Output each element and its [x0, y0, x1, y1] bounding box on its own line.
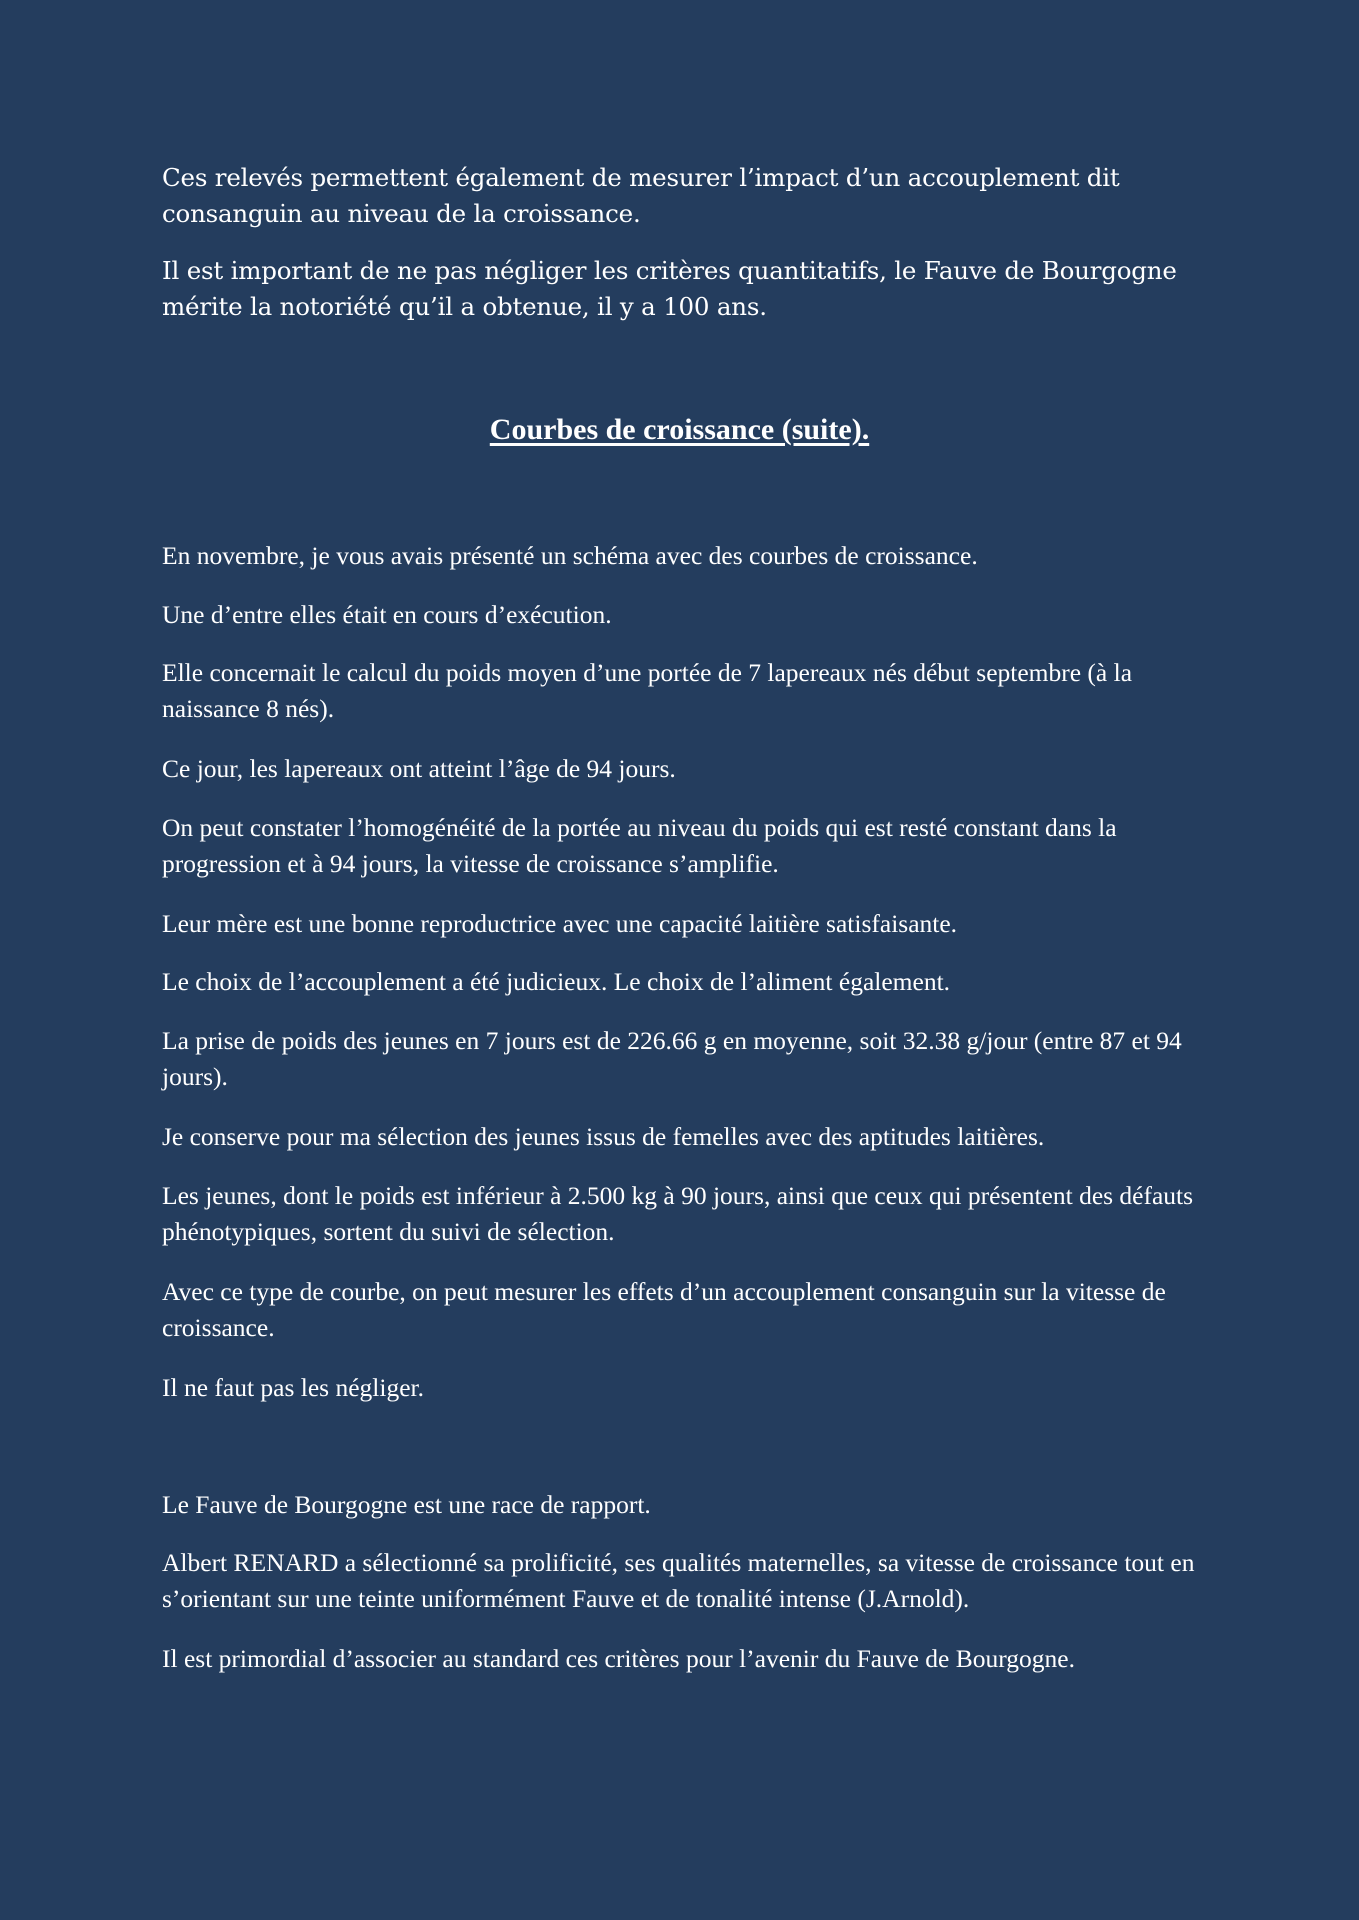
closing-paragraph-3: Il est primordial d’associer au standard ces critères pour l’avenir du Fauve de Bourgogne. — [162, 1644, 1075, 1673]
section-paragraph-2: Une d’entre elles était en cours d’exécution. — [162, 600, 612, 629]
section-paragraph-1: En novembre, je vous avais présenté un schéma avec des courbes de croissance. — [162, 541, 978, 570]
section-paragraph-4: Ce jour, les lapereaux ont atteint l’âge de 94 jours. — [162, 754, 676, 783]
section-paragraph-9: Je conserve pour ma sélection des jeunes issus de femelles avec des aptitudes laitières. — [162, 1122, 1045, 1151]
intro-paragraph-2: Il est important de ne pas négliger les critères quantitatifs, le Fauve de Bourgogne mérite la notoriété qu’il a obtenue, il y a 100 ans. — [162, 256, 1177, 321]
closing-paragraph-2: Albert RENARD a sélectionné sa prolificité, ses qualités maternelles, sa vitesse de croissance tout en s’orientant sur une teinte uniformément Fauve et de tonalité intense (J.Arnold). — [162, 1548, 1195, 1613]
closing-paragraph-1: Le Fauve de Bourgogne est une race de rapport. — [162, 1490, 651, 1519]
intro-paragraph-1: Ces relevés permettent également de mesurer l’impact d’un accouplement dit consanguin au niveau de la croissance. — [162, 163, 1120, 228]
section-paragraph-11: Avec ce type de courbe, on peut mesurer les effets d’un accouplement consanguin sur la vitesse de croissance. — [162, 1277, 1166, 1342]
section-paragraph-5: On peut constater l’homogénéité de la portée au niveau du poids qui est resté constant dans la progression et à 94 jours, la vitesse de croissance s’amplifie. — [162, 813, 1117, 878]
section-paragraph-10: Les jeunes, dont le poids est inférieur à 2.500 kg à 90 jours, ainsi que ceux qui présentent des défauts phénotypiques, sortent du suivi de sélection. — [162, 1181, 1194, 1246]
section-paragraph-8: La prise de poids des jeunes en 7 jours est de 226.66 g en moyenne, soit 32.38 g/jour (entre 87 et 94 jours). — [162, 1026, 1182, 1091]
section-paragraph-12: Il ne faut pas les négliger. — [162, 1373, 424, 1402]
section-paragraph-6: Leur mère est une bonne reproductrice avec une capacité laitière satisfaisante. — [162, 909, 958, 938]
section-title: Courbes de croissance (suite). — [489, 413, 870, 446]
section-paragraph-7: Le choix de l’accouplement a été judicieux. Le choix de l’aliment également. — [162, 967, 951, 996]
section-paragraph-3: Elle concernait le calcul du poids moyen d’une portée de 7 lapereaux nés début septembre (à la naissance 8 nés). — [162, 658, 1133, 723]
